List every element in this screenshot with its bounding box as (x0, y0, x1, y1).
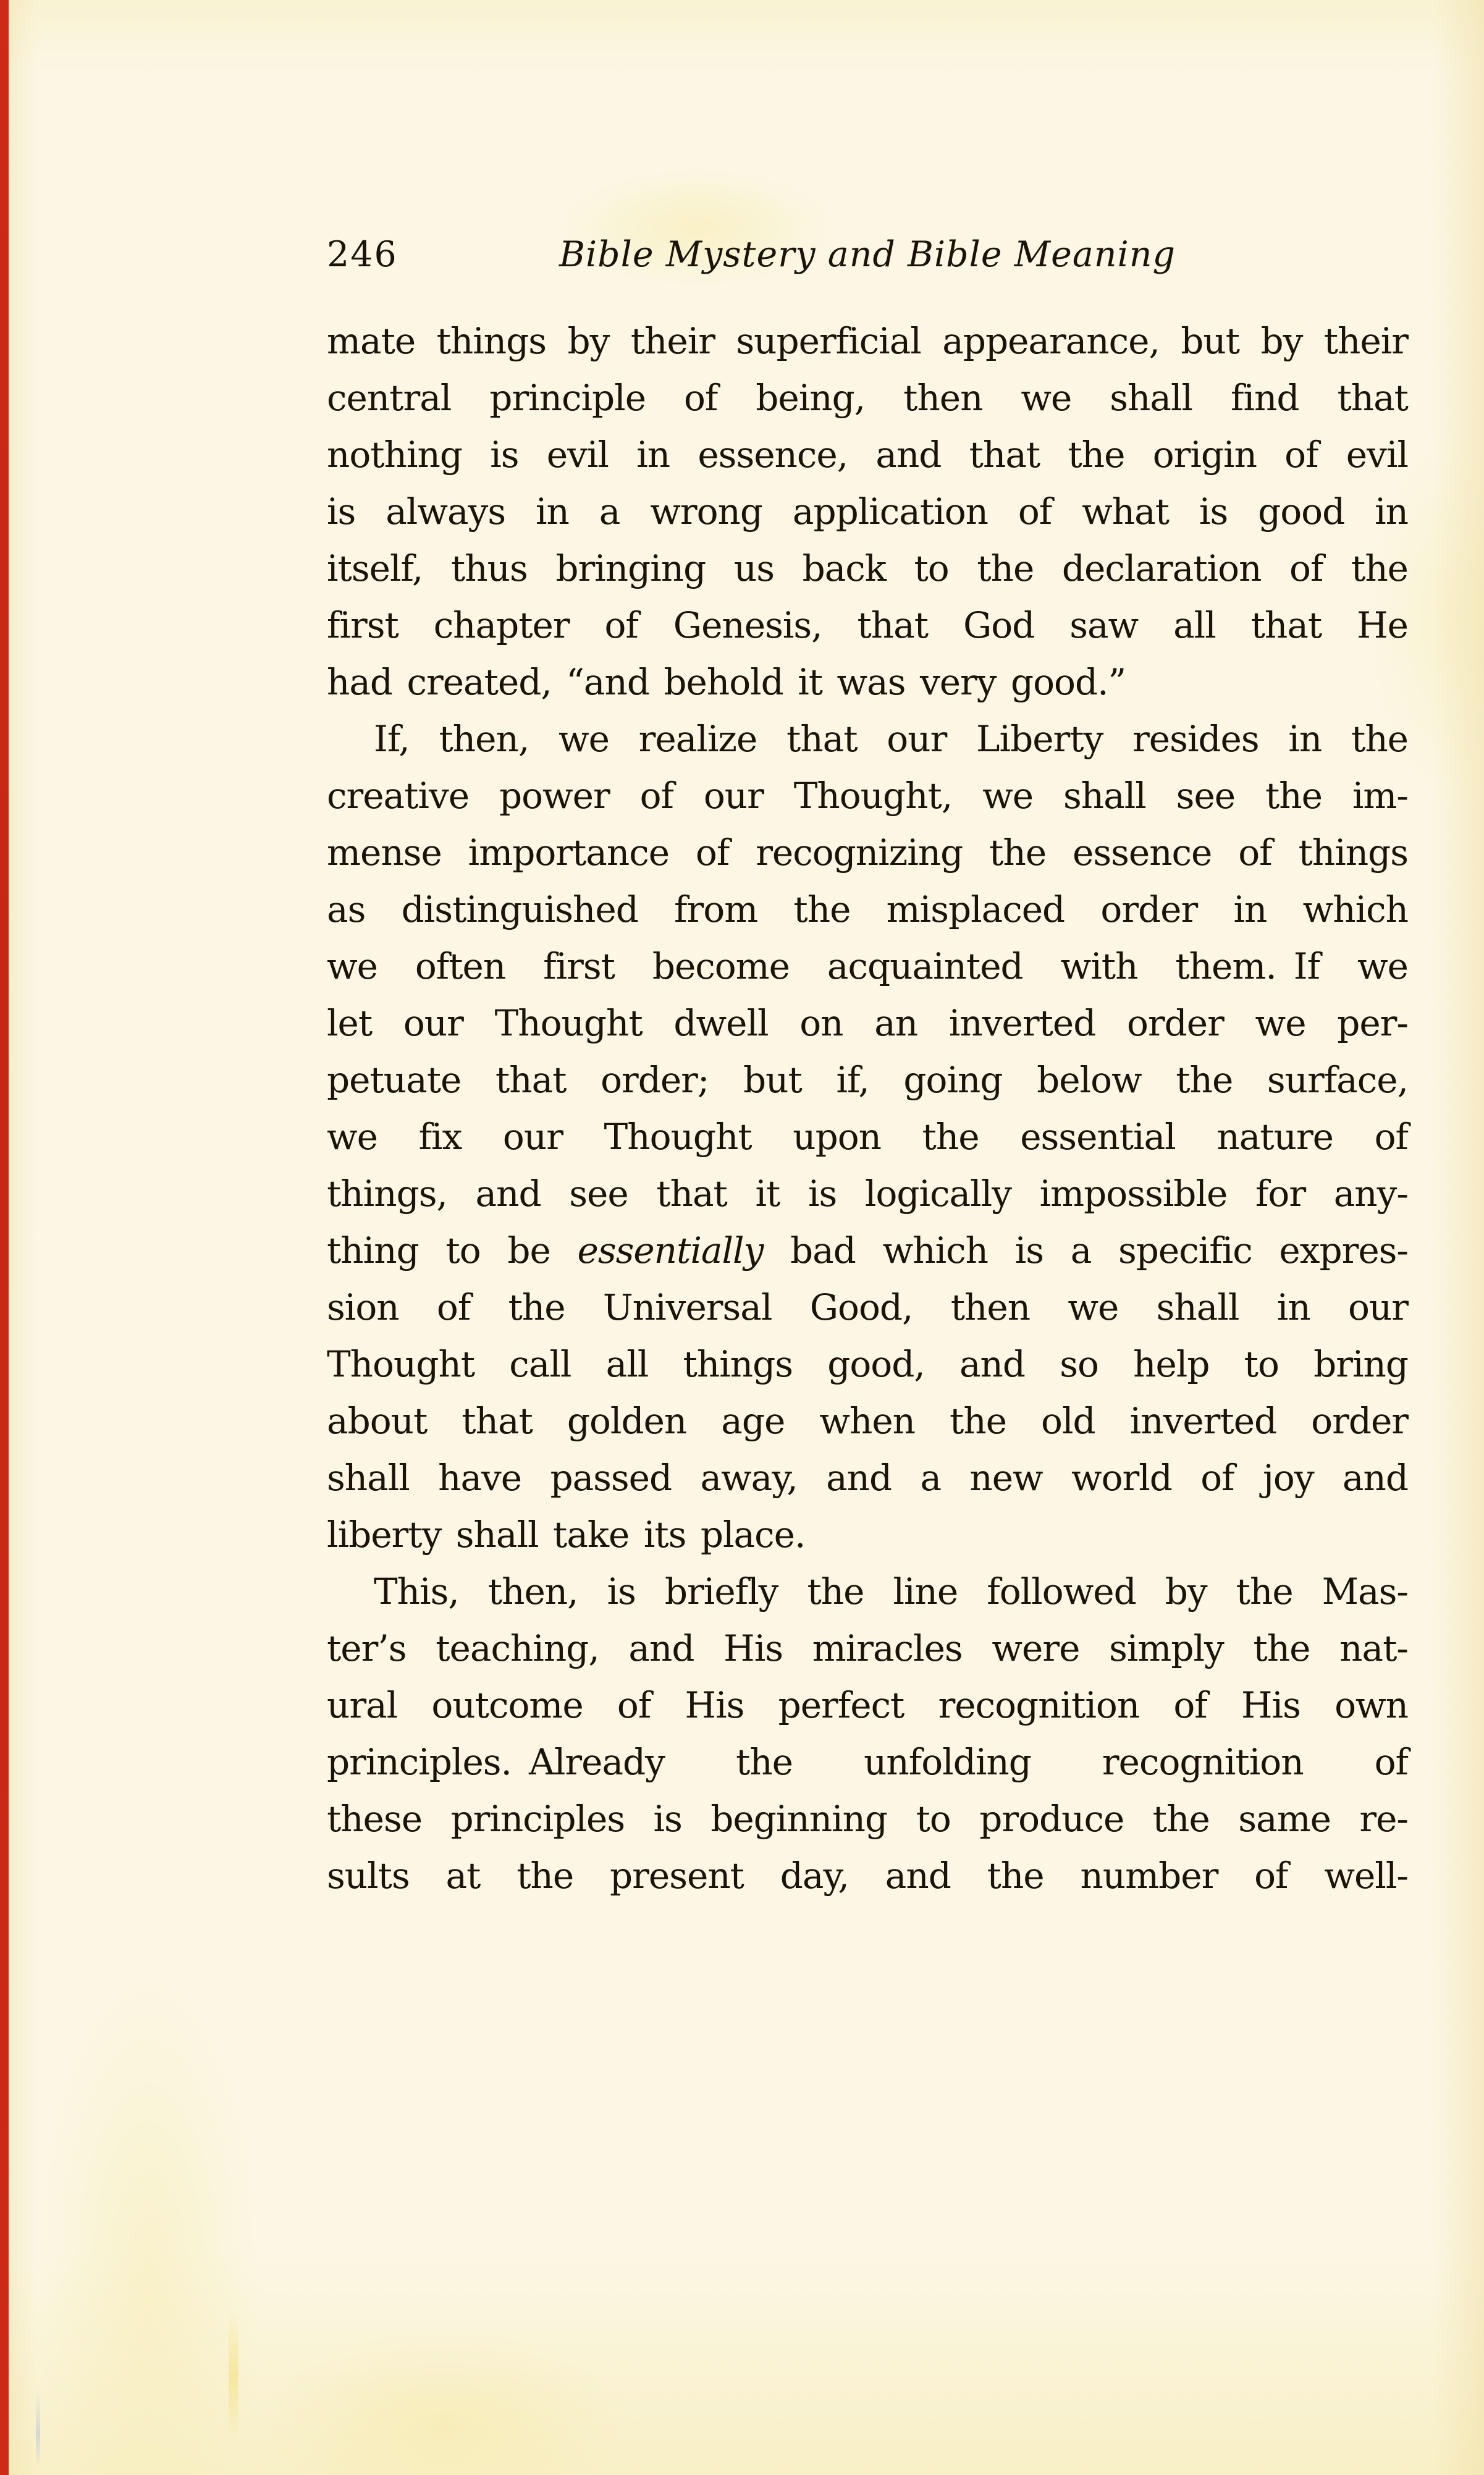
text-line (327, 483, 1408, 540)
text-segment: as distinguished from the misplaced order in which (327, 888, 1408, 930)
text-line (327, 1165, 1408, 1222)
paragraph (327, 710, 1408, 1563)
text-segment: Thought call all things good, and so help to bring (327, 1343, 1408, 1385)
italic-text-segment: essentially (577, 1229, 764, 1271)
scan-edge-red-stripe (0, 0, 9, 2475)
text-line (327, 710, 1408, 767)
text-segment: things, and see that it is logically impossible for any- (327, 1173, 1408, 1215)
text-segment: thing to be (327, 1229, 578, 1271)
text-line (327, 1052, 1408, 1108)
text-line (327, 1790, 1408, 1847)
text-segment: If, then, we realize that our Liberty resides in the (374, 718, 1408, 760)
running-title: Bible Mystery and Bible Meaning (559, 234, 1176, 275)
text-line (327, 824, 1408, 881)
text-line (327, 597, 1408, 654)
text-segment: mate things by their superficial appearance, but by their (327, 320, 1408, 362)
text-segment: This, then, is briefly the line followed by the Mas- (374, 1571, 1408, 1613)
text-line (327, 1734, 1408, 1790)
body-text (327, 313, 1408, 1904)
text-segment: let our Thought dwell on an inverted order we per- (327, 1002, 1408, 1044)
text-segment: is always in a wrong application of what is good in (327, 491, 1408, 533)
text-segment: about that golden age when the old inverted order (327, 1400, 1408, 1442)
paragraph (327, 313, 1408, 710)
text-segment: ter’s teaching, and His miracles were simply the nat- (327, 1627, 1408, 1669)
text-line (327, 1563, 1408, 1620)
paragraph (327, 1563, 1408, 1904)
text-segment: first chapter of Genesis, that God saw all that He (327, 604, 1408, 646)
text-line (327, 369, 1408, 426)
text-segment: sults at the present day, and the number of well- (327, 1855, 1408, 1897)
text-line (327, 1279, 1408, 1336)
text-segment: had created, “and behold it was very good.” (327, 661, 1126, 703)
text-line (327, 1847, 1408, 1904)
text-line (327, 938, 1408, 995)
text-segment: central principle of being, then we shall find that (327, 377, 1408, 419)
text-segment: sion of the Universal Good, then we shall in our (327, 1286, 1408, 1328)
text-line (327, 1336, 1408, 1393)
text-segment: nothing is evil in essence, and that the origin of evil (327, 434, 1408, 476)
text-segment: ural outcome of His perfect recognition of His own (327, 1684, 1408, 1726)
text-line (327, 1393, 1408, 1449)
text-segment: petuate that order; but if, going below the surface, (327, 1059, 1408, 1101)
text-line (327, 1506, 1408, 1563)
text-line (327, 426, 1408, 483)
text-line (327, 767, 1408, 824)
text-segment: we often first become acquainted with them. If we (327, 945, 1408, 987)
text-line (327, 881, 1408, 938)
text-line (327, 313, 1408, 369)
text-segment: creative power of our Thought, we shall see the im- (327, 775, 1408, 817)
text-line (327, 1677, 1408, 1734)
text-segment: these principles is beginning to produce the same re- (327, 1798, 1408, 1840)
text-segment: principles. Already the unfolding recognition of (327, 1741, 1408, 1783)
text-segment: we fix our Thought upon the essential nature of (327, 1116, 1408, 1158)
text-segment: shall have passed away, and a new world of joy and (327, 1457, 1408, 1499)
text-segment: mense importance of recognizing the essence of things (327, 832, 1408, 874)
scan-artifact-streak (36, 2390, 40, 2464)
text-line (327, 654, 1408, 710)
page-header (327, 230, 1408, 279)
text-line (327, 540, 1408, 597)
page-number: 246 (327, 234, 398, 275)
paper-smudge (229, 2311, 238, 2440)
text-line (327, 1449, 1408, 1506)
text-segment: bad which is a specific expres- (763, 1229, 1409, 1271)
text-line (327, 1620, 1408, 1677)
text-line (327, 1108, 1408, 1165)
text-segment: liberty shall take its place. (327, 1514, 806, 1556)
text-segment: itself, thus bringing us back to the declaration of the (327, 547, 1408, 589)
text-line (327, 1222, 1408, 1279)
text-line (327, 995, 1408, 1052)
